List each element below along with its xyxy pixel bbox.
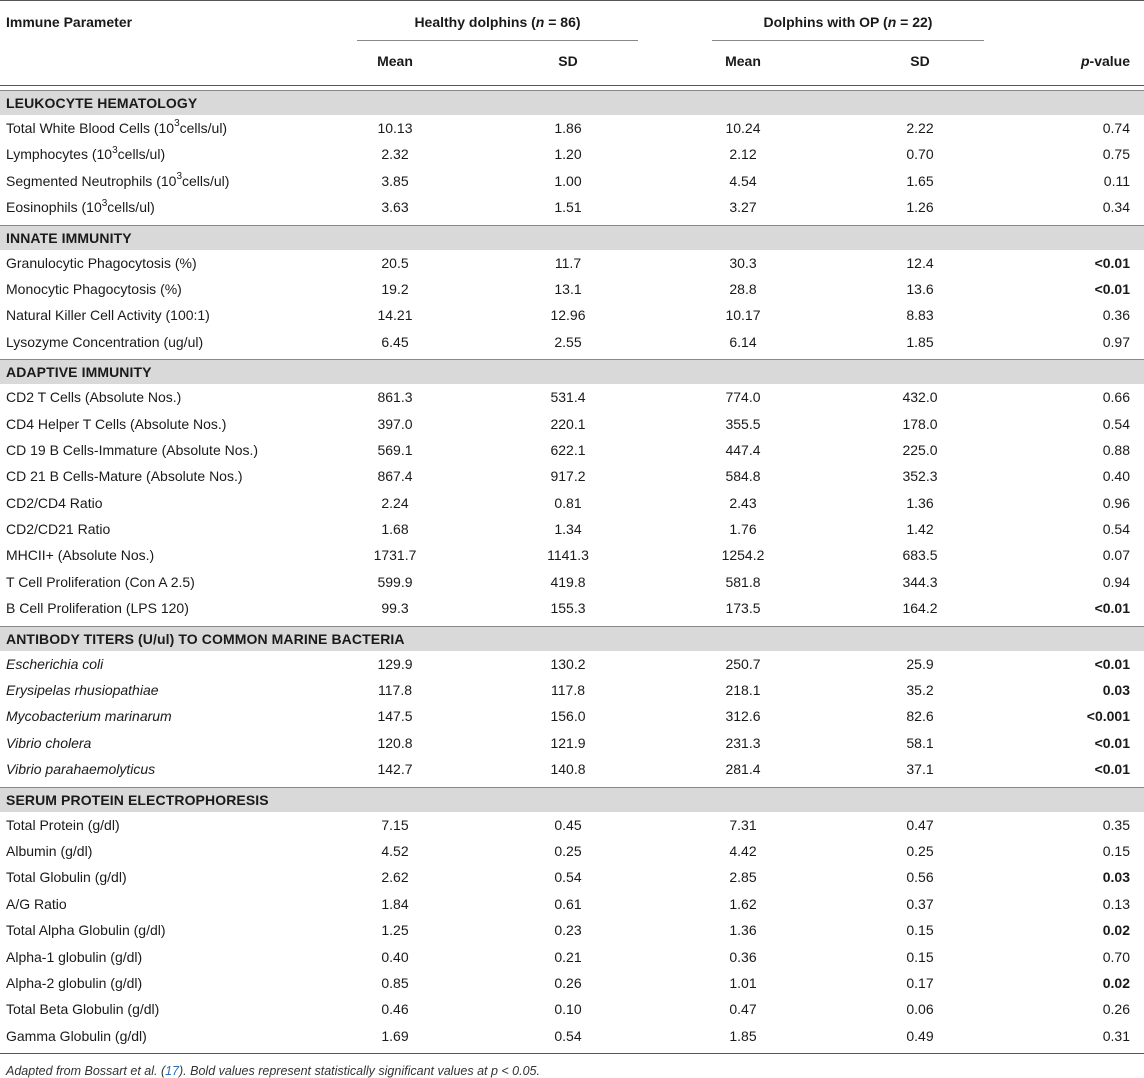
row-sd-op: 0.47: [906, 816, 934, 833]
row-mean-healthy: 3.85: [381, 172, 409, 189]
section-header: ADAPTIVE IMMUNITY: [0, 359, 1144, 384]
table-row: [0, 516, 1144, 542]
row-mean-op: 1.76: [729, 521, 757, 538]
row-sd-op: 25.9: [906, 655, 934, 672]
row-sd-healthy: 917.2: [550, 468, 586, 485]
row-sd-healthy: 0.21: [554, 948, 582, 965]
row-p-value: 0.74: [1102, 120, 1130, 136]
row-sd-op: 37.1: [906, 761, 934, 778]
table-row: [0, 569, 1144, 595]
row-p-value: 0.40: [1102, 468, 1130, 485]
row-parameter-name: Alpha-2 globulin (g/dl): [6, 974, 143, 991]
row-sd-op: 0.06: [906, 1001, 934, 1018]
row-p-value: 0.54: [1102, 521, 1130, 538]
row-mean-healthy: 7.15: [381, 816, 409, 833]
table-row: [0, 329, 1144, 355]
table-body: [0, 90, 1144, 1049]
row-parameter-name: CD2 T Cells (Absolute Nos.): [6, 389, 182, 406]
row-sd-op: 1.85: [906, 333, 934, 350]
row-sd-op: 344.3: [902, 573, 938, 590]
row-mean-healthy: 0.85: [381, 974, 409, 991]
table-row: [0, 115, 1144, 141]
row-mean-healthy: 2.32: [381, 146, 409, 163]
table-row: [0, 703, 1144, 729]
table-row: [0, 677, 1144, 703]
row-mean-healthy: 1731.7: [373, 547, 417, 564]
row-mean-healthy: 19.2: [381, 280, 409, 297]
table-row: [0, 917, 1144, 943]
row-sd-op: 432.0: [902, 389, 938, 406]
row-mean-op: 3.27: [729, 199, 757, 216]
table-row: [0, 194, 1144, 220]
row-sd-healthy: 419.8: [550, 573, 586, 590]
row-sd-op: 0.49: [906, 1027, 934, 1044]
row-mean-op: 4.42: [729, 842, 757, 859]
row-sd-healthy: 1.34: [554, 521, 582, 538]
row-p-value: 0.31: [1102, 1027, 1130, 1044]
row-mean-healthy: 1.69: [381, 1027, 409, 1044]
row-mean-op: 173.5: [725, 600, 761, 617]
row-mean-op: 1254.2: [721, 547, 765, 564]
row-sd-op: 82.6: [906, 708, 934, 725]
row-sd-op: 0.15: [906, 948, 934, 965]
header-p-value: p-value: [1080, 53, 1130, 69]
table-row: [0, 891, 1144, 917]
row-p-value: <0.001: [1086, 708, 1130, 725]
row-p-value: <0.01: [1094, 280, 1130, 297]
header-immune-parameter: Immune Parameter: [6, 14, 133, 30]
row-sd-healthy: 140.8: [550, 761, 586, 778]
row-sd-healthy: 0.26: [554, 974, 582, 991]
row-p-value: 0.94: [1102, 573, 1130, 590]
row-p-value: 0.96: [1102, 494, 1130, 511]
row-mean-healthy: 397.0: [377, 415, 413, 432]
row-sd-op: 178.0: [902, 415, 938, 432]
row-sd-healthy: 155.3: [550, 600, 586, 617]
row-mean-healthy: 6.45: [381, 333, 409, 350]
row-mean-op: 30.3: [729, 254, 757, 271]
table-row: [0, 996, 1144, 1022]
row-p-value: <0.01: [1094, 254, 1130, 271]
row-p-value: 0.02: [1102, 974, 1130, 991]
row-sd-healthy: 220.1: [550, 415, 586, 432]
row-p-value: 0.36: [1102, 307, 1130, 324]
row-mean-op: 10.17: [725, 307, 761, 324]
row-parameter-name: Lysozyme Concentration (ug/ul): [6, 333, 204, 350]
row-p-value: 0.54: [1102, 415, 1130, 432]
table-footnote: Adapted from Bossart et al. (17). Bold values represent statistically significant values at p < 0.05.: [6, 1064, 540, 1078]
row-parameter-name: Albumin (g/dl): [6, 842, 93, 859]
header-healthy-dolphins: Healthy dolphins (n = 86): [414, 14, 581, 30]
row-sd-healthy: 0.54: [554, 869, 582, 886]
row-parameter-name: CD4 Helper T Cells (Absolute Nos.): [6, 415, 227, 432]
row-parameter-name: CD2/CD4 Ratio: [6, 494, 103, 511]
header-dolphins-with-op: Dolphins with OP (n = 22): [763, 14, 933, 30]
row-mean-op: 774.0: [725, 389, 761, 406]
row-parameter-name: Eosinophils $(10^3cells/ul)$: [6, 197, 155, 216]
row-p-value: <0.01: [1094, 655, 1130, 672]
header-group2-rule: [712, 40, 984, 41]
table-bottom-rule: [0, 1053, 1144, 1054]
row-mean-op: 2.43: [729, 494, 757, 511]
row-mean-healthy: 120.8: [377, 734, 413, 751]
table-row: [0, 651, 1144, 677]
table-row: [0, 542, 1144, 568]
table-row: [0, 411, 1144, 437]
section-header: SERUM PROTEIN ELECTROPHORESIS: [0, 787, 1144, 812]
row-mean-op: 1.36: [729, 922, 757, 939]
row-sd-op: 1.65: [906, 172, 934, 189]
row-mean-op: 7.31: [729, 816, 757, 833]
row-p-value: 0.88: [1102, 441, 1130, 458]
row-parameter-name: MHCII+ (Absolute Nos.): [6, 547, 155, 564]
row-parameter-name: Total Alpha Globulin (g/dl): [6, 922, 166, 939]
table-row: [0, 302, 1144, 328]
row-parameter-name: Gamma Globulin (g/dl): [6, 1027, 147, 1044]
row-mean-op: 447.4: [725, 441, 761, 458]
row-p-value: 0.75: [1102, 146, 1130, 163]
table-row: [0, 141, 1144, 167]
table-row: [0, 595, 1144, 621]
row-parameter-name: Vibrio parahaemolyticus: [6, 761, 156, 778]
row-mean-op: 312.6: [725, 708, 761, 725]
row-mean-op: 1.01: [729, 974, 757, 991]
row-parameter-name: B Cell Proliferation (LPS 120): [6, 600, 189, 617]
row-mean-healthy: 1.68: [381, 521, 409, 538]
row-parameter-name: Natural Killer Cell Activity (100:1): [6, 307, 210, 324]
row-mean-healthy: 147.5: [377, 708, 413, 725]
row-mean-op: 0.36: [729, 948, 757, 965]
table-row: [0, 437, 1144, 463]
table-row: [0, 463, 1144, 489]
table-row: [0, 490, 1144, 516]
row-parameter-name: Monocytic Phagocytosis (%): [6, 280, 182, 297]
row-mean-op: 1.62: [729, 895, 757, 912]
row-mean-op: 231.3: [725, 734, 761, 751]
row-mean-healthy: 0.46: [381, 1001, 409, 1018]
row-sd-healthy: 156.0: [550, 708, 586, 725]
table-row: [0, 864, 1144, 890]
row-sd-op: 35.2: [906, 682, 934, 699]
row-mean-op: 250.7: [725, 655, 761, 672]
row-parameter-name: Lymphocytes $(10^3cells/ul)$: [6, 144, 166, 163]
row-mean-healthy: 142.7: [377, 761, 413, 778]
row-mean-healthy: 117.8: [378, 682, 412, 699]
row-p-value: 0.02: [1102, 922, 1130, 939]
row-mean-healthy: 14.21: [377, 307, 413, 324]
row-sd-healthy: 0.25: [554, 842, 582, 859]
row-mean-healthy: 99.3: [381, 600, 409, 617]
header-group1-rule: [357, 40, 638, 41]
table-header: [0, 0, 1144, 86]
reference-link[interactable]: 17: [165, 1064, 180, 1078]
row-p-value: 0.03: [1102, 869, 1130, 886]
row-sd-healthy: 2.55: [554, 333, 582, 350]
row-mean-op: 581.8: [725, 573, 761, 590]
table-row: [0, 250, 1144, 276]
row-sd-op: 0.70: [906, 146, 934, 163]
row-sd-op: 0.17: [906, 974, 934, 991]
row-parameter-name: Escherichia coli: [6, 655, 104, 672]
row-parameter-name: Total Protein (g/dl): [6, 816, 120, 833]
row-sd-healthy: 12.96: [550, 307, 586, 324]
row-parameter-name: Erysipelas rhusiopathiae: [6, 682, 159, 699]
section-header: ANTIBODY TITERS (U/ul) TO COMMON MARINE BACTERIA: [0, 626, 1144, 651]
row-p-value: 0.26: [1102, 1001, 1130, 1018]
table-row: [0, 1023, 1144, 1049]
row-sd-op: 0.25: [906, 842, 934, 859]
row-sd-op: 352.3: [902, 468, 938, 485]
row-sd-op: 58.1: [906, 734, 934, 751]
row-mean-healthy: 2.62: [381, 869, 409, 886]
row-p-value: 0.34: [1102, 199, 1130, 216]
row-mean-op: 6.14: [729, 333, 757, 350]
row-parameter-name: Total Globulin (g/dl): [6, 869, 127, 886]
row-sd-healthy: 130.2: [550, 655, 586, 672]
section-header: LEUKOCYTE HEMATOLOGY: [0, 90, 1144, 115]
row-mean-healthy: 599.9: [377, 573, 413, 590]
row-parameter-name: T Cell Proliferation (Con A 2.5): [6, 573, 195, 590]
row-mean-op: 10.24: [725, 120, 761, 136]
row-sd-op: 683.5: [902, 547, 938, 564]
row-mean-healthy: 1.25: [381, 922, 409, 939]
row-sd-healthy: 1.20: [554, 146, 582, 163]
row-p-value: 0.70: [1102, 948, 1130, 965]
row-mean-healthy: 0.40: [381, 948, 409, 965]
row-mean-healthy: 867.4: [377, 468, 413, 485]
row-mean-op: 218.1: [725, 682, 761, 699]
header-mean-op: Mean: [725, 53, 761, 69]
row-p-value: 0.66: [1102, 389, 1130, 406]
row-sd-healthy: 0.61: [554, 895, 582, 912]
row-mean-op: 0.47: [729, 1001, 757, 1018]
row-sd-op: 0.56: [906, 869, 934, 886]
row-parameter-name: Granulocytic Phagocytosis (%): [6, 254, 197, 271]
row-mean-op: 2.85: [729, 869, 757, 886]
row-p-value: 0.97: [1102, 333, 1130, 350]
row-mean-op: 2.12: [729, 146, 757, 163]
row-mean-op: 4.54: [729, 172, 757, 189]
row-mean-healthy: 861.3: [377, 389, 413, 406]
row-sd-healthy: 13.1: [554, 280, 582, 297]
row-parameter-name: CD 21 B Cells-Mature (Absolute Nos.): [6, 468, 243, 485]
row-sd-healthy: 1.00: [554, 172, 582, 189]
row-parameter-name: CD2/CD21 Ratio: [6, 521, 111, 538]
row-mean-op: 355.5: [725, 415, 761, 432]
row-parameter-name: CD 19 B Cells-Immature (Absolute Nos.): [6, 441, 259, 458]
row-mean-healthy: 2.24: [381, 494, 409, 511]
header-mean-healthy: Mean: [377, 53, 413, 69]
row-mean-healthy: 10.13: [377, 120, 413, 136]
row-mean-op: 28.8: [729, 280, 757, 297]
table-row: [0, 756, 1144, 782]
row-p-value: 0.35: [1102, 816, 1130, 833]
row-mean-healthy: 569.1: [377, 441, 413, 458]
row-sd-healthy: 1141.3: [547, 547, 589, 564]
row-sd-healthy: 0.45: [554, 816, 582, 833]
row-p-value: 0.11: [1103, 172, 1130, 189]
row-parameter-name: A/G Ratio: [6, 895, 67, 912]
row-sd-healthy: 121.9: [550, 734, 586, 751]
row-mean-healthy: 4.52: [381, 842, 409, 859]
row-sd-op: 8.83: [906, 307, 934, 324]
row-sd-healthy: 11.7: [554, 254, 582, 271]
row-mean-healthy: 1.84: [381, 895, 409, 912]
row-mean-healthy: 3.63: [381, 199, 409, 216]
row-p-value: 0.07: [1102, 547, 1130, 564]
row-sd-healthy: 1.86: [554, 120, 582, 136]
row-p-value: 0.15: [1102, 842, 1130, 859]
table-row: [0, 812, 1144, 838]
header-sd-op: SD: [910, 53, 930, 69]
row-sd-op: 164.2: [902, 600, 938, 617]
table-row: [0, 730, 1144, 756]
row-sd-op: 12.4: [906, 254, 934, 271]
table-row: [0, 168, 1144, 194]
row-sd-op: 1.26: [906, 199, 934, 216]
row-sd-healthy: 0.54: [554, 1027, 582, 1044]
row-sd-healthy: 0.23: [554, 922, 582, 939]
row-mean-op: 281.4: [725, 761, 761, 778]
row-sd-healthy: 1.51: [554, 199, 582, 216]
row-mean-op: 584.8: [725, 468, 761, 485]
table-row: [0, 276, 1144, 302]
row-parameter-name: Total White Blood Cells $(10^3cells/ul)$: [6, 118, 228, 136]
row-parameter-name: Mycobacterium marinarum: [6, 708, 172, 725]
row-p-value: 0.13: [1102, 895, 1130, 912]
row-p-value: <0.01: [1094, 734, 1130, 751]
row-mean-healthy: 129.9: [377, 655, 413, 672]
row-sd-op: 225.0: [902, 441, 938, 458]
row-sd-healthy: 0.81: [554, 494, 582, 511]
row-p-value: <0.01: [1094, 600, 1130, 617]
table-row: [0, 970, 1144, 996]
row-sd-op: 1.36: [906, 494, 934, 511]
row-sd-healthy: 0.10: [554, 1001, 582, 1018]
row-sd-op: 0.15: [906, 922, 934, 939]
row-sd-op: 2.22: [906, 120, 934, 136]
row-p-value: 0.03: [1102, 682, 1130, 699]
row-sd-healthy: 622.1: [550, 441, 586, 458]
row-mean-op: 1.85: [729, 1027, 757, 1044]
row-parameter-name: Total Beta Globulin (g/dl): [6, 1001, 160, 1018]
table-row: [0, 838, 1144, 864]
row-sd-healthy: 531.4: [550, 389, 586, 406]
section-header: INNATE IMMUNITY: [0, 225, 1144, 250]
row-mean-healthy: 20.5: [381, 254, 409, 271]
row-sd-healthy: 117.8: [551, 682, 585, 699]
row-p-value: <0.01: [1094, 761, 1130, 778]
row-sd-op: 0.37: [906, 895, 934, 912]
header-sd-healthy: SD: [558, 53, 578, 69]
row-sd-op: 1.42: [906, 521, 934, 538]
row-parameter-name: Alpha-1 globulin (g/dl): [6, 948, 143, 965]
table-row: [0, 944, 1144, 970]
row-parameter-name: Segmented Neutrophils $(10^3cells/ul)$: [6, 171, 230, 189]
row-parameter-name: Vibrio cholera: [6, 734, 92, 751]
row-sd-op: 13.6: [906, 280, 934, 297]
table-row: [0, 384, 1144, 410]
